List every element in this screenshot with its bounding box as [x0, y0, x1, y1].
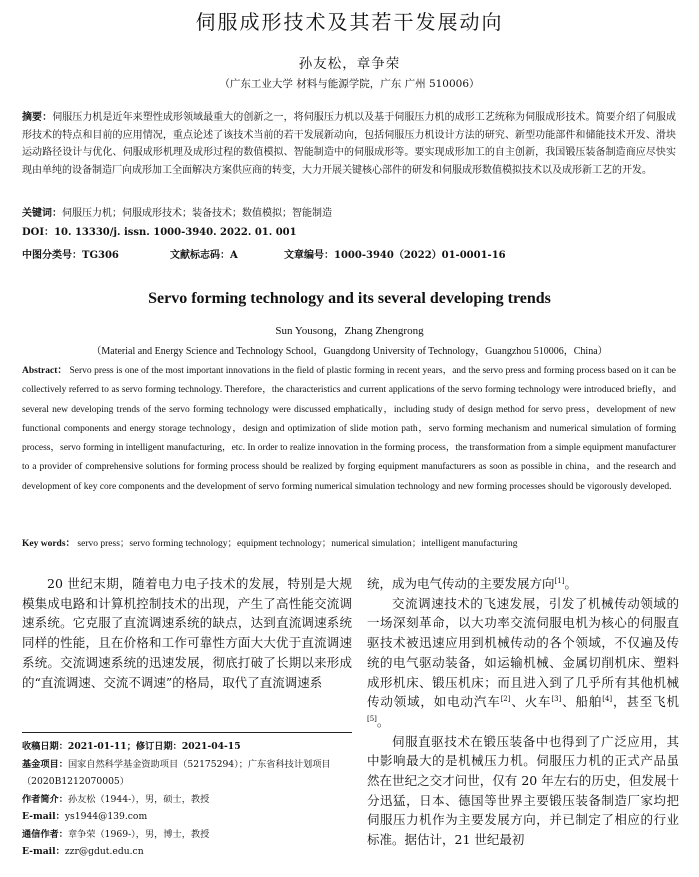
abstract-en	[22, 362, 676, 497]
email1-label: E-mail：	[22, 811, 65, 822]
fund-label: 基金项目：	[22, 758, 68, 770]
author-label: 作者简介：	[22, 793, 68, 805]
article-no-field	[284, 246, 506, 261]
body-right-p1	[367, 574, 679, 594]
right-p2-a: 交流调速技术的飞速发展，引发了机械传动领域的一场深刻革命，以大功率交流伺服电机为核心的伺服直驱技术被迅速应用到机械传动的各个领域，不仅遍及传统的电气驱动装备，如运输机械、金属切削机床、塑料成形机床、锻压机床；而且进入到了几乎所有其他机械传动领域，如电动汽车	[367, 595, 679, 710]
abstract-text-en: Servo press is one of the most important innovations in the field of plastic forming in recent years，and the servo press and forming process based on it can be collectively referred to as servo forming technology. Therefore，the characteristics and current applications of the servo forming technology were introduced briefly，and several new developing trends of the servo forming technology were discussed emphatically，including study of design method for servo press，development of new functional components and energy storage technology，design and optimization of slide motion path，servo forming mechanism and numerical simulation of forming process，servo forming in intelligent manufacturing，etc. In order to realize innovation in the forming process，the transformation from a simple equipment manufacturer to a provider of comprehensive solutions for forming process should be realized by forging equipment manufacturers as soon as possible in china，and the research and development of key core components and the development of servo forming numerical simulation technology and new forming processes should be vigorously developed.	[22, 366, 677, 492]
fund-info	[22, 756, 352, 791]
article-label: 文章编号：	[284, 250, 334, 261]
keywords-label-en: Key words：	[22, 539, 76, 549]
body-left-paragraph: 20 世纪末期，随着电力电子技术的发展，特别是大规模集成电路和计算机控制技术的出现，产生了高性能交流调速系统。它克服了直流调速系统的缺点，达到直流调速系统同样的性能，且在价格和工作可靠性方面大大优于直流调速系统。交流调速系统的迅速发展，彻底打破了长期以来形成的“直流调速、交流不调速”的格局，取代了直流调速系	[22, 576, 352, 690]
email2-label: E-mail：	[22, 846, 65, 857]
footnote-block	[22, 738, 352, 861]
abstract-cn	[22, 109, 676, 179]
citation-1: [1]	[554, 576, 565, 585]
doi-label: DOI：	[22, 227, 55, 238]
email1-text: ys1944@139.com	[64, 811, 148, 822]
doccode-label: 文献标志码：	[170, 250, 230, 261]
right-p2-e: 。	[376, 713, 390, 729]
received-date	[22, 738, 352, 756]
corr-label: 通信作者：	[22, 828, 68, 840]
body-right-p3: 伺服直驱技术在锻压装备中也得到了广泛应用，其中影响最大的是机械压力机。伺服压力机的正式产品虽然在世纪之交才问世，仅有 20 年左右的历史，但发展十分迅猛，日本、德国等世界主要锻压装备制造厂家均把伺服压力机作为主要发展方向，并已制定了相应的行业标准。据估计，21 世纪最初	[367, 733, 679, 848]
corresponding-author	[22, 826, 352, 844]
right-p2-c: 、船舶	[561, 694, 603, 710]
doi-line	[22, 224, 676, 242]
keywords-label-cn: 关键词：	[22, 208, 62, 219]
abstract-text-cn: 伺服压力机是近年来塑性成形领域最重大的创新之一，将伺服压力机以及基于伺服压力机的成形工艺统称为伺服成形技术。简要介绍了伺服成形技术的特点和目前的应用情况，重点论述了该技术当前的若干发展新动向，包括伺服压力机设计方法的研究、新型功能部件和储能技术开发、滑块运动路径设计与优化、伺服成形机理及成形过程的数值模拟、智能制造中的伺服成形等。要实现成形加工的自主创新，我国锻压装备制造商应尽快实现由单纯的设备制造厂向成形加工全面解决方案供应商的转变，大力开展关键核心部件的研发和伺服成形数值模拟技术以及成形新工艺的开发。	[22, 112, 676, 176]
footnote-rule	[22, 732, 352, 733]
citation-5: [5]	[367, 714, 377, 723]
right-p1-text: 统，成为电气传动的主要发展方向	[367, 576, 555, 591]
email-author	[22, 808, 352, 826]
doi-value: 10. 13330/j. issn. 1000-3940. 2022. 01. 001	[54, 227, 297, 238]
doccode-field	[170, 246, 238, 261]
author-info	[22, 791, 352, 809]
fund-text: 国家自然科学基金资助项目（52175294）；广东省科技计划项目（2020B1212070005）	[22, 758, 331, 787]
author-text: 孙友松（1944-），男，硕士，教授	[67, 793, 210, 805]
right-p1-end: 。	[564, 576, 577, 591]
paper-title-en: Servo forming technology and its several developing trends	[148, 290, 551, 307]
authors-en: Sun Yousong，Zhang Zhengrong	[275, 325, 424, 337]
corr-text: 章争荣（1969-），男，博士，教授	[67, 828, 210, 840]
citation-3: [3]	[551, 695, 562, 704]
keywords-text-cn: 伺服压力机；伺服成形技术；装备技术；数值模拟；智能制造	[62, 208, 332, 219]
citation-4: [4]	[602, 695, 613, 704]
clc-value: TG306	[82, 250, 119, 261]
authors-cn: 孙友松，章争荣	[298, 56, 401, 72]
doccode-value: A	[230, 250, 238, 261]
clc-field	[22, 246, 119, 261]
article-value: 1000-3940（2022）01-0001-16	[334, 250, 506, 261]
right-p2-d: ，甚至飞机	[612, 694, 679, 710]
email2-text: zzr@gdut.edu.cn	[64, 846, 144, 857]
clc-label: 中图分类号：	[22, 250, 82, 261]
affiliation-cn: （广东工业大学 材料与能源学院，广东 广州 510006）	[219, 78, 480, 90]
paper-title-cn: 伺服成形技术及其若干发展动向	[195, 10, 504, 34]
abstract-label-en: Abstract：	[22, 366, 68, 376]
citation-2: [2]	[500, 695, 511, 704]
keywords-text-en: servo press；servo forming technology；equipment technology；numerical simulation；intelligent manufacturing	[77, 539, 518, 549]
received-text: 收稿日期：2021-01-11；修订日期：2021-04-15	[22, 741, 241, 752]
keywords-cn	[22, 205, 676, 223]
right-p2-b: 、火车	[510, 694, 552, 710]
keywords-en	[22, 535, 676, 554]
email-corresponding	[22, 843, 352, 861]
body-right-column	[367, 574, 679, 850]
affiliation-en: （Material and Energy Science and Technology School，Guangdong University of Technology，Guangzhou 510006，China）	[91, 346, 608, 357]
body-right-p2	[367, 594, 679, 732]
abstract-label-cn: 摘要：	[22, 112, 53, 123]
